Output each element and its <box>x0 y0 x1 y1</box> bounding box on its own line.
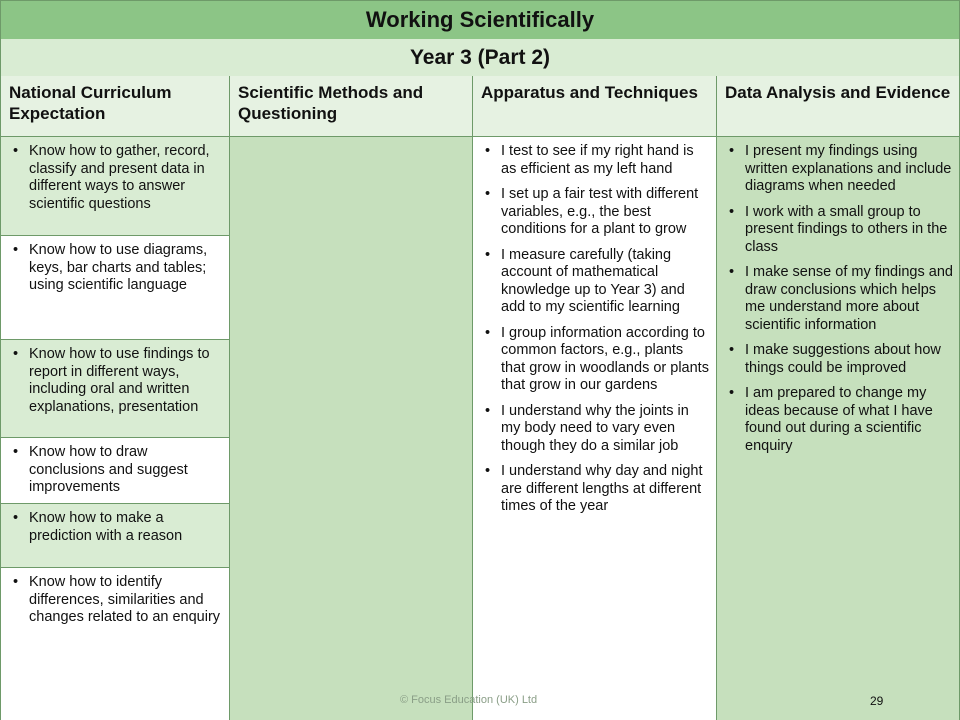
apparatus-item: • I test to see if my right hand is as efficient as my left hand <box>501 143 710 178</box>
analysis-item: • I am prepared to change my ideas because of what I have found out during a scientific enquiry <box>745 385 953 455</box>
column-header-apparatus: Apparatus and Techniques <box>473 76 716 137</box>
curriculum-cell <box>1 568 229 720</box>
curriculum-cell <box>1 504 229 568</box>
analysis-item: • I make sense of my findings and draw conclusions which helps me understand more about scientific information <box>745 264 953 334</box>
column-header-analysis: Data Analysis and Evidence <box>717 76 959 137</box>
page-subtitle: Year 3 (Part 2) <box>0 39 960 77</box>
apparatus-item: • I understand why the joints in my body need to vary even though they do a similar job <box>501 403 710 456</box>
curriculum-cell <box>1 438 229 504</box>
column-header-methods: Scientific Methods and Questioning <box>230 76 472 137</box>
analysis-item: • I make suggestions about how things could be improved <box>745 342 953 377</box>
page-number: 29 <box>870 694 884 708</box>
curriculum-cell <box>1 137 229 236</box>
apparatus-item: • I group information according to common factors, e.g., plants that grow in woodlands or plants that grow in our gardens <box>501 325 710 395</box>
analysis-item: • I work with a small group to present findings to others in the class <box>745 204 953 257</box>
curriculum-item: • Know how to use findings to report in different ways, including oral and written explanations, presentation <box>29 346 223 416</box>
curriculum-item: • Know how to use diagrams, keys, bar charts and tables; using scientific language <box>29 242 223 295</box>
apparatus-item: • I set up a fair test with different variables, e.g., the best conditions for a plant to grow <box>501 186 710 239</box>
curriculum-item: • Know how to make a prediction with a reason <box>29 510 223 545</box>
apparatus-column <box>473 76 717 720</box>
apparatus-item: • I understand why day and night are different lengths at different times of the year <box>501 463 710 516</box>
analysis-item: • I present my findings using written explanations and include diagrams when needed <box>745 143 953 196</box>
column-header-curriculum: National Curriculum Expectation <box>1 76 229 137</box>
curriculum-cell <box>1 340 229 438</box>
curriculum-cell <box>1 236 229 340</box>
curriculum-column <box>0 76 230 720</box>
curriculum-item: • Know how to identify differences, similarities and changes related to an enquiry <box>29 574 223 627</box>
curriculum-item: • Know how to draw conclusions and suggest improvements <box>29 444 223 497</box>
methods-column <box>230 76 473 720</box>
page-title: Working Scientifically <box>0 0 960 40</box>
curriculum-item: • Know how to gather, record, classify and present data in different ways to answer scientific questions <box>29 143 223 213</box>
copyright-text: © Focus Education (UK) Ltd <box>400 694 538 706</box>
apparatus-item: • I measure carefully (taking account of mathematical knowledge up to Year 3) and add to my scientific learning <box>501 247 710 317</box>
analysis-column <box>717 76 960 720</box>
